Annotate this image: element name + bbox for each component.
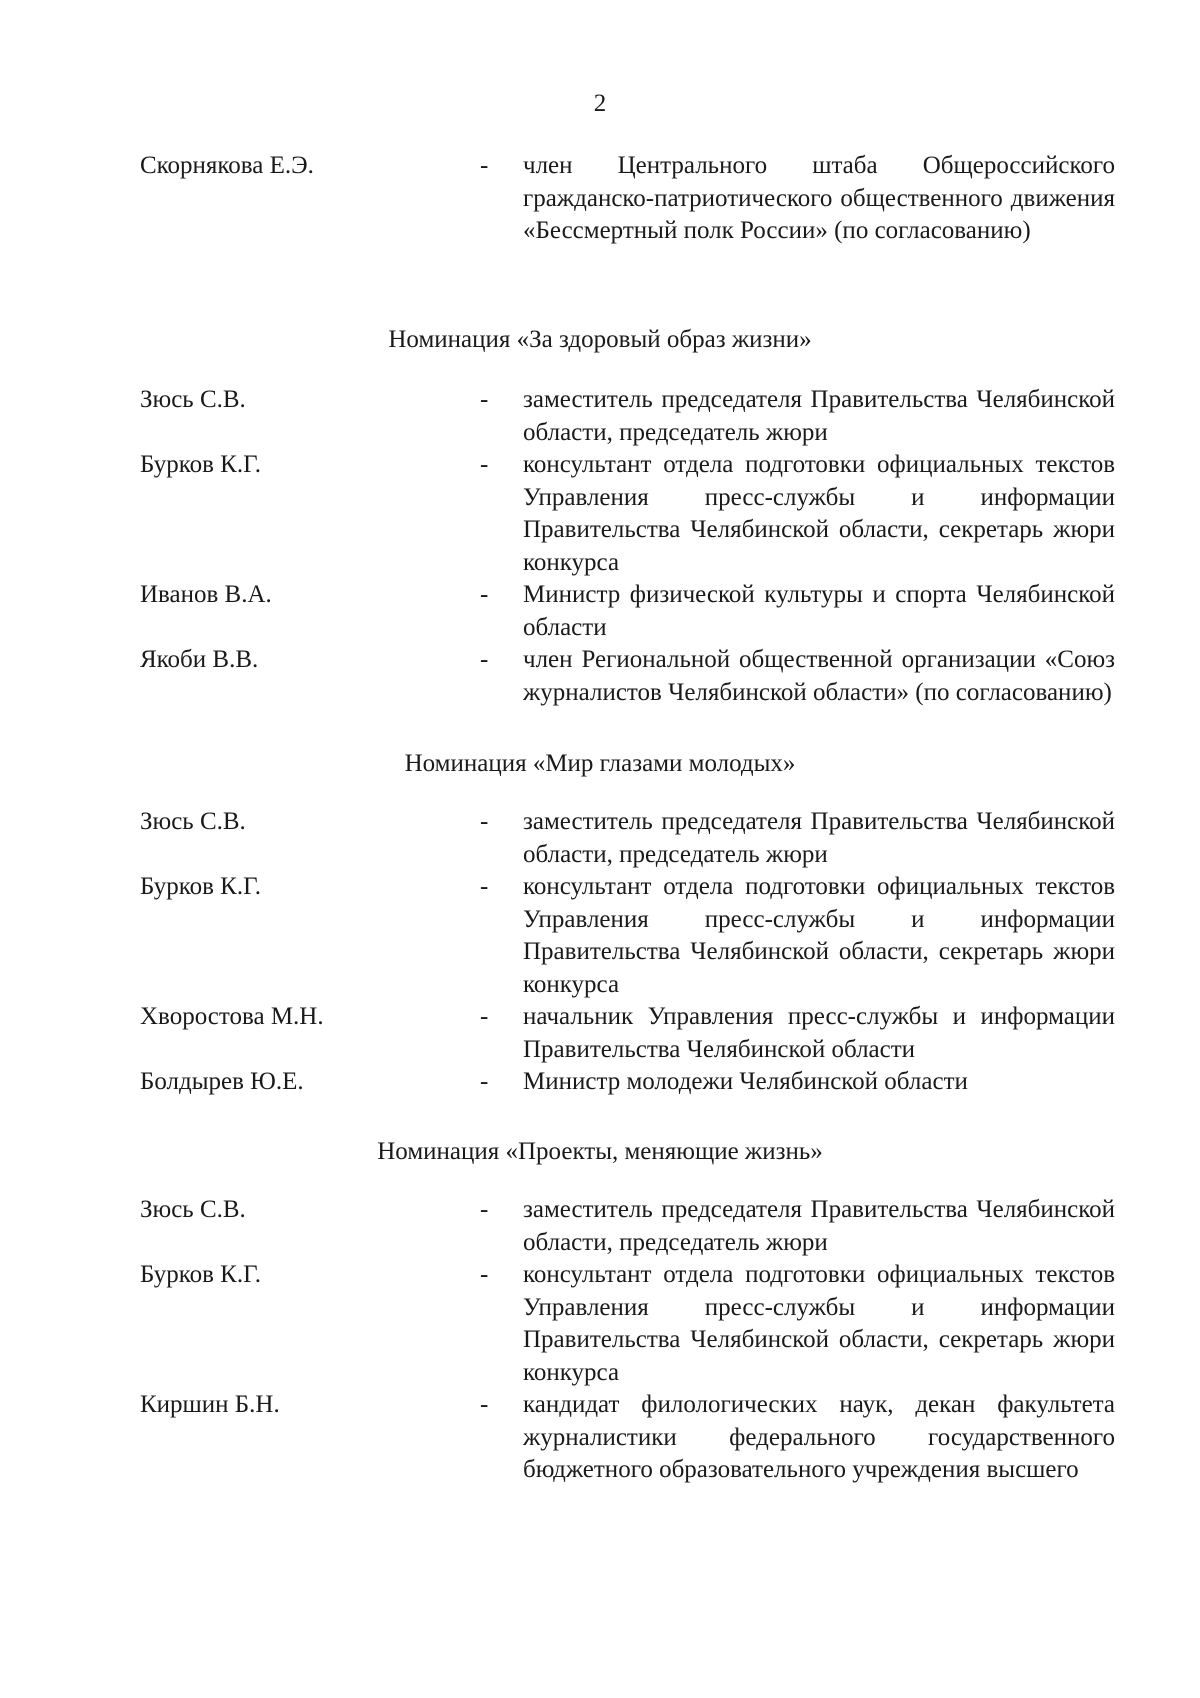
section-title: Номинация «Проекты, меняющие жизнь»	[377, 1138, 823, 1165]
member-role: заместитель председателя Правительства Челябинской области, председатель жюри	[523, 1196, 1115, 1256]
dash: -	[480, 1068, 489, 1095]
member-role: член Региональной общественной организации «Союз журналистов Челябинской области» (по согласованию)	[523, 646, 1115, 706]
intro-block	[0, 150, 1200, 248]
list-item	[0, 1389, 1200, 1487]
member-name: Скорнякова Е.Э.	[140, 152, 314, 179]
section-title: Номинация «За здоровый образ жизни»	[388, 326, 812, 353]
member-role: член Центрального штаба Общероссийского гражданско-патриотического общественного движения «Бессмертный полк России» (по согласованию)	[523, 152, 1115, 244]
section-title: Номинация «Мир глазами молодых»	[404, 750, 796, 777]
dash: -	[480, 581, 489, 608]
member-role: консультант отдела подготовки официальных текстов Управления пресс-службы и информации Правительства Челябинской области, секретарь жюри конкурса	[523, 873, 1115, 998]
dash: -	[480, 1391, 489, 1418]
list-item	[0, 384, 1200, 449]
member-role: заместитель председателя Правительства Челябинской области, председатель жюри	[523, 808, 1115, 868]
member-name: Якоби В.В.	[140, 646, 259, 673]
dash: -	[480, 152, 489, 179]
member-name: Хворостова М.Н.	[140, 1003, 324, 1030]
member-role: заместитель председателя Правительства Челябинской области, председатель жюри	[523, 386, 1115, 446]
section-members	[0, 384, 1200, 709]
member-name: Киршин Б.Н.	[140, 1391, 280, 1418]
member-name: Зюсь С.В.	[140, 386, 246, 413]
list-item	[0, 871, 1200, 1001]
dash: -	[480, 386, 489, 413]
member-name: Бурков К.Г.	[140, 451, 261, 478]
list-item	[0, 150, 1200, 248]
dash: -	[480, 646, 489, 673]
member-role: Министр физической культуры и спорта Челябинской области	[523, 581, 1115, 641]
dash: -	[480, 451, 489, 478]
member-name: Бурков К.Г.	[140, 1261, 261, 1288]
member-name: Бурков К.Г.	[140, 873, 261, 900]
member-name: Болдырев Ю.Е.	[140, 1068, 304, 1095]
list-item	[0, 1066, 1200, 1099]
list-item	[0, 449, 1200, 579]
list-item	[0, 579, 1200, 644]
member-role: консультант отдела подготовки официальных текстов Управления пресс-службы и информации Правительства Челябинской области, секретарь жюри конкурса	[523, 1261, 1115, 1386]
member-name: Иванов В.А.	[140, 581, 272, 608]
list-item	[0, 806, 1200, 871]
member-name: Зюсь С.В.	[140, 808, 246, 835]
member-role: Министр молодежи Челябинской области	[523, 1068, 968, 1095]
list-item	[0, 1259, 1200, 1389]
page-number: 2	[593, 90, 607, 117]
dash: -	[480, 808, 489, 835]
list-item	[0, 1194, 1200, 1259]
section-members	[0, 806, 1200, 1099]
dash: -	[480, 1261, 489, 1288]
list-item	[0, 1001, 1200, 1066]
member-role: консультант отдела подготовки официальных текстов Управления пресс-службы и информации Правительства Челябинской области, секретарь жюри конкурса	[523, 451, 1115, 576]
dash: -	[480, 1003, 489, 1030]
dash: -	[480, 873, 489, 900]
member-role: кандидат филологических наук, декан факультета журналистики федерального государственного бюджетного образовательного учреждения высшего	[523, 1391, 1115, 1483]
section-members	[0, 1194, 1200, 1487]
member-role: начальник Управления пресс-службы и информации Правительства Челябинской области	[523, 1003, 1115, 1063]
list-item	[0, 644, 1200, 709]
dash: -	[480, 1196, 489, 1223]
member-name: Зюсь С.В.	[140, 1196, 246, 1223]
